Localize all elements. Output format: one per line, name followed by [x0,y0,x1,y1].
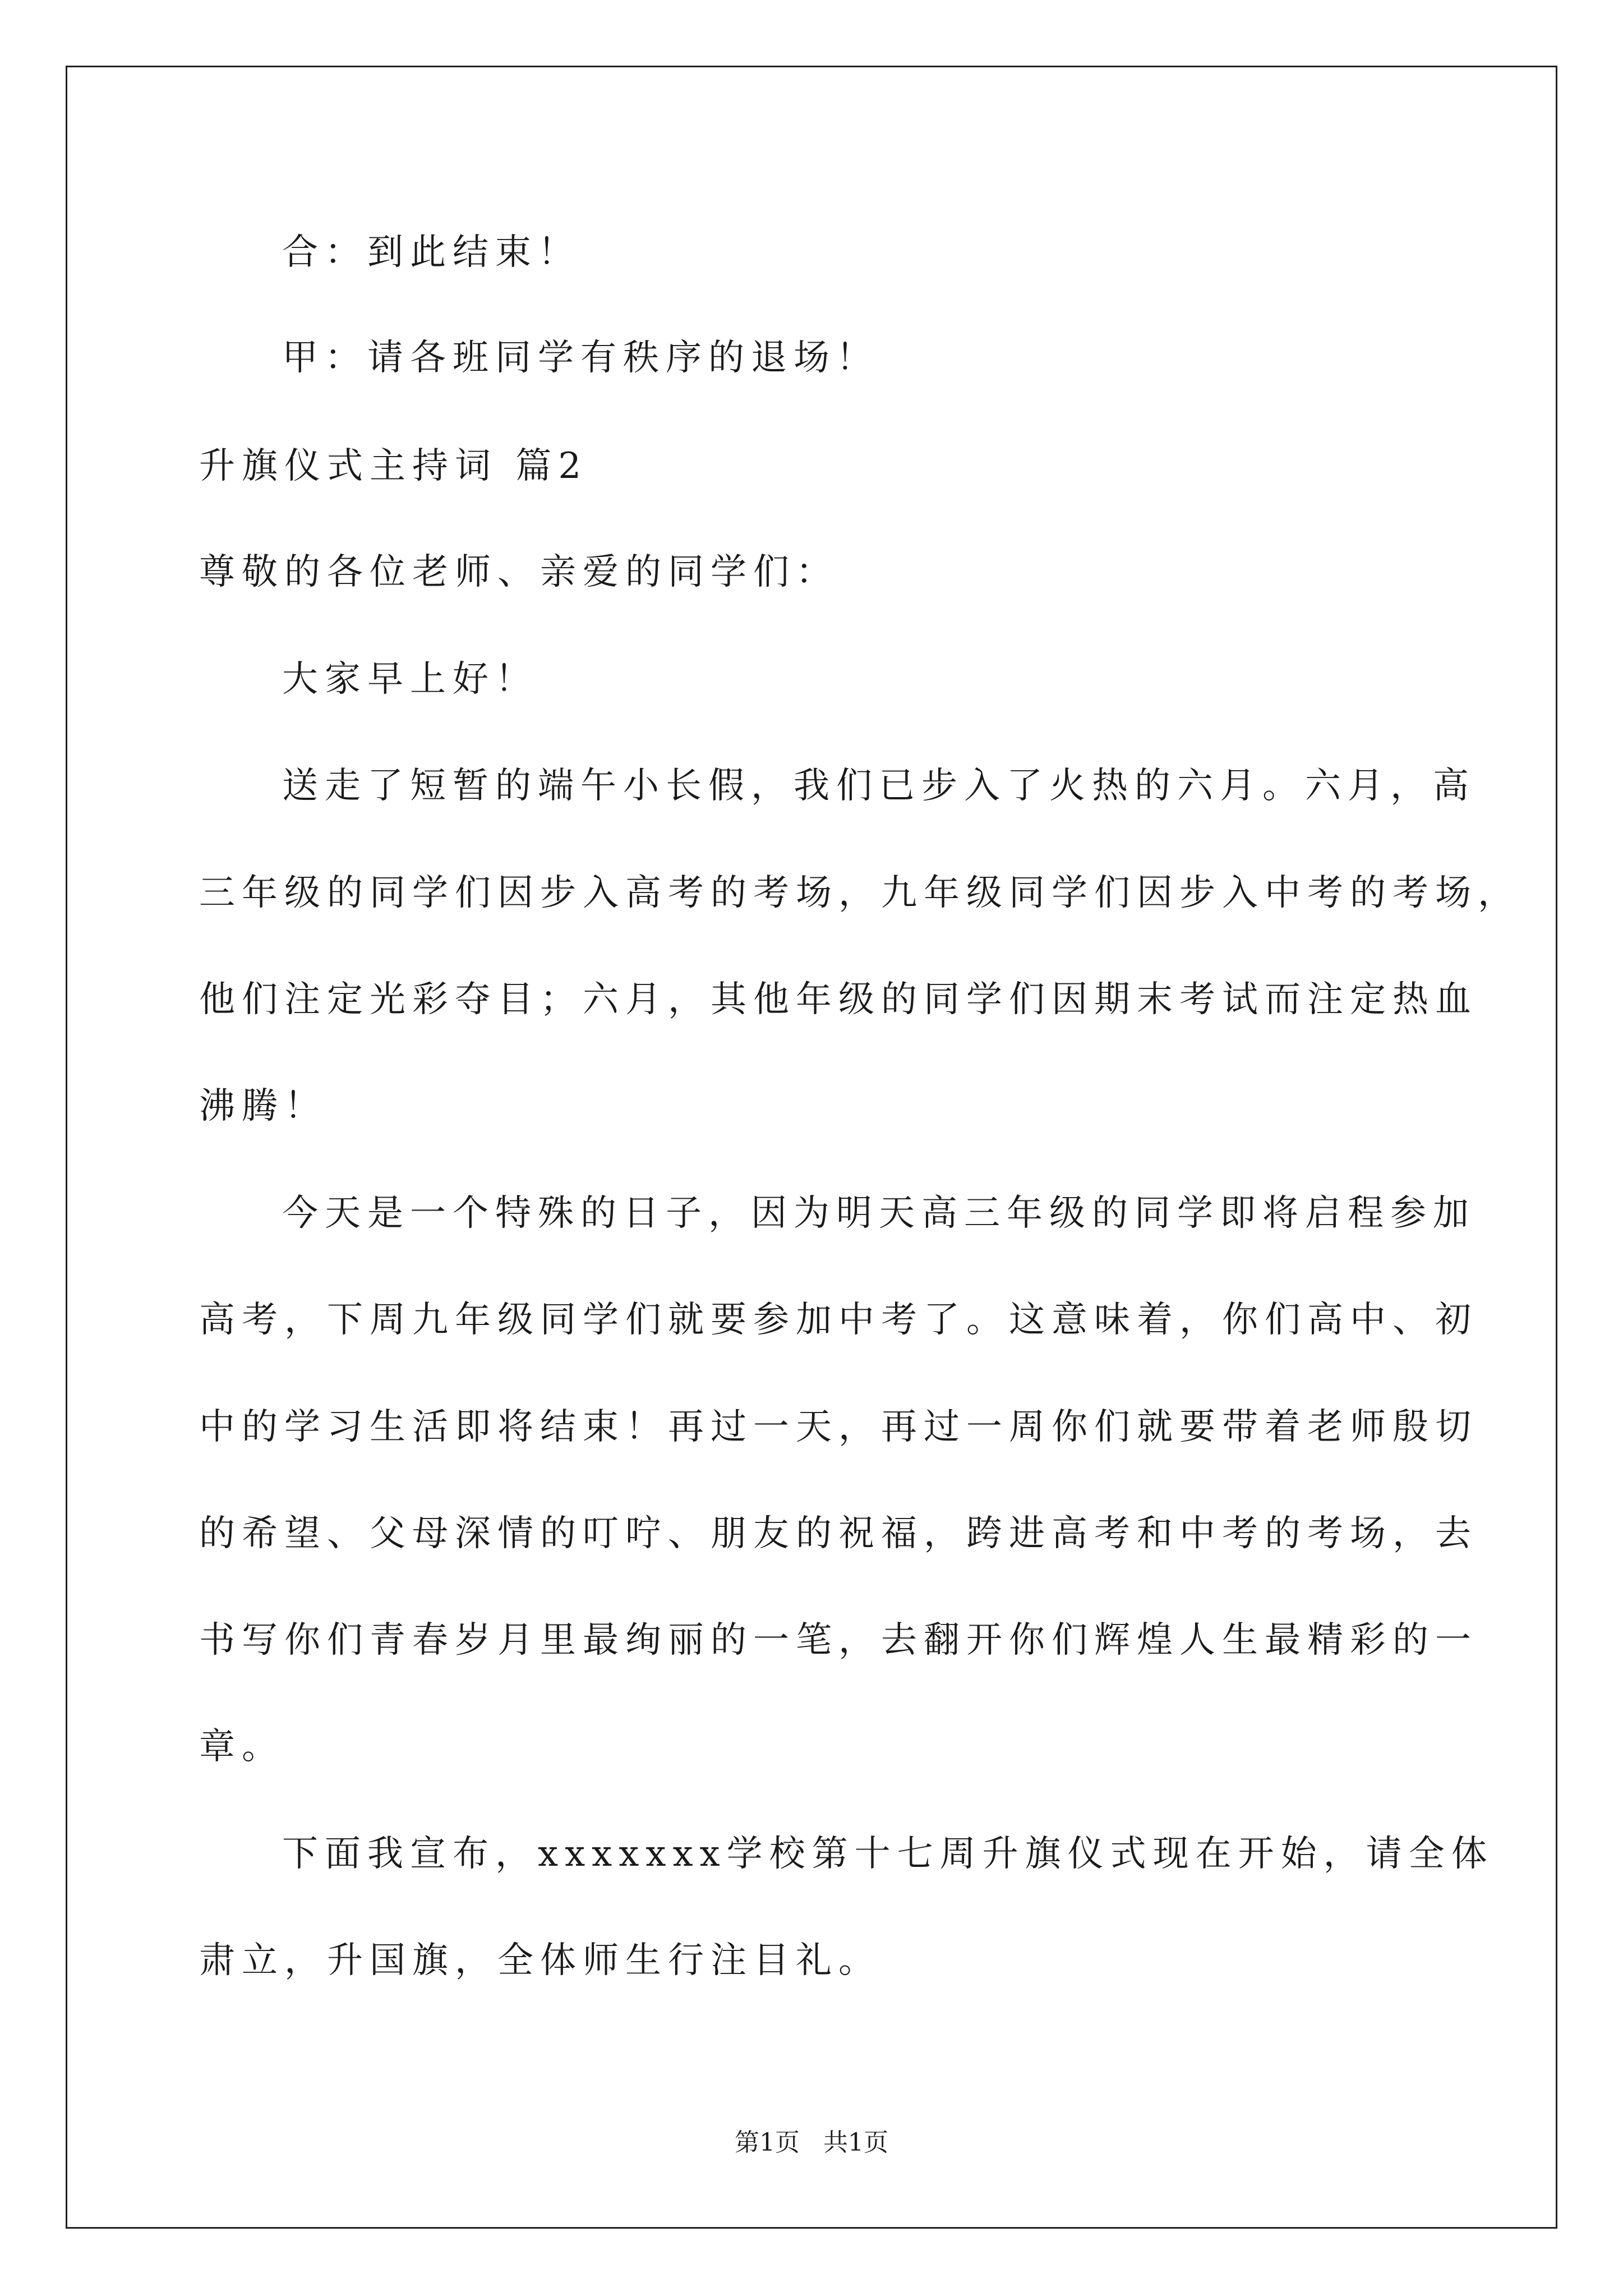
text-line: 章。 [199,1726,284,1768]
salutation: 尊敬的各位老师、亲爱的同学们： [199,551,838,593]
text-line: 中的学习生活即将结束！再过一天，再过一周你们就要带着老师殷切 [199,1406,1478,1448]
text-line: 下面我宣布，xxxxxxx学校第十七周升旗仪式现在开始，请全体 [282,1833,1494,1875]
text-line: 肃立，升国旗，全体师生行注目礼。 [199,1940,881,1981]
section-heading: 升旗仪式主持词 篇2 [199,445,588,487]
text-line: 沸腾！ [199,1085,327,1127]
page-footer: 第1页 共1页 [735,2128,888,2157]
text-line: 合：到此结束！ [282,232,580,273]
text-line: 今天是一个特殊的日子，因为明天高三年级的同学即将启程参加 [282,1193,1476,1234]
text-line: 高考，下周九年级同学们就要参加中考了。这意味着，你们高中、初 [199,1299,1478,1341]
text-line: 的希望、父母深情的叮咛、朋友的祝福，跨进高考和中考的考场，去 [199,1513,1478,1554]
text-line: 送走了短暂的端午小长假，我们已步入了火热的六月。六月，高 [282,765,1476,807]
text-line: 大家早上好！ [282,659,538,700]
text-line: 他们注定光彩夺目；六月，其他年级的同学们因期末考试而注定热血 [199,979,1478,1020]
text-line: 书写你们青春岁月里最绚丽的一笔，去翻开你们辉煌人生最精彩的一 [199,1619,1478,1661]
text-line: 甲：请各班同学有秩序的退场！ [282,337,879,379]
text-line: 三年级的同学们因步入高考的考场，九年级同学们因步入中考的考场， [199,872,1520,914]
page-frame [66,66,1557,2229]
